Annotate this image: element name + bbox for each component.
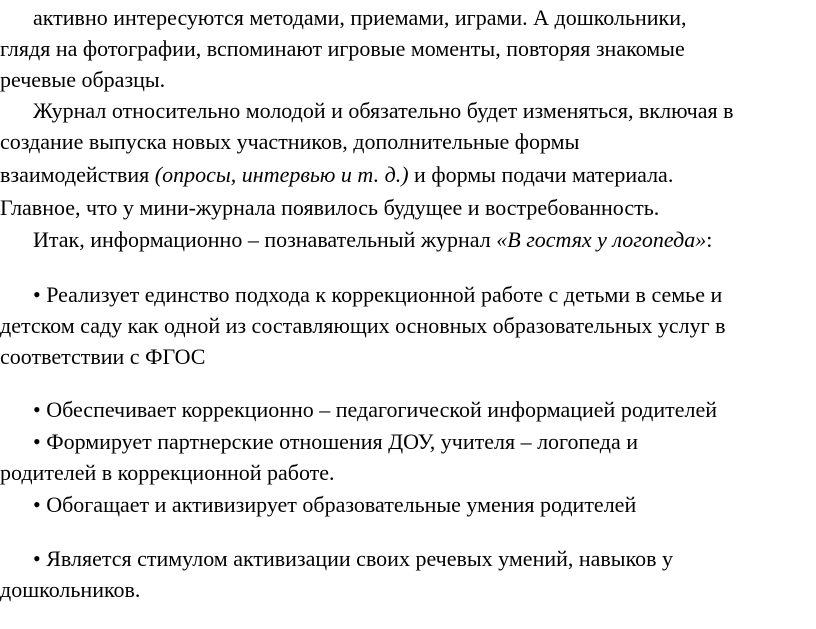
bullet-item: • Обеспечивает коррекционно – педагогической информацией родителей xyxy=(33,397,718,422)
bullet-continuation: дошкольников. xyxy=(0,577,141,602)
text-line: активно интересуются методами, приемами, играми. А дошкольники, xyxy=(33,5,687,30)
bullet-continuation: родителей в коррекционной работе. xyxy=(0,460,335,485)
text-segment: Итак, информационно – познавательный журнал xyxy=(33,227,497,252)
text-segment: : xyxy=(706,227,713,252)
bullet-continuation: детском саду как одной из составляющих основных образовательных услуг в xyxy=(0,313,726,338)
bullet-item: • Формирует партнерские отношения ДОУ, учителя – логопеда и xyxy=(33,429,638,454)
italic-note: (опросы, интервью и т. д.) xyxy=(154,162,409,187)
text-line: глядя на фотографии, вспоминают игровые моменты, повторяя знакомые xyxy=(0,36,685,61)
bullet-item: • Обогащает и активизирует образовательные умения родителей xyxy=(33,492,637,517)
journal-title: «В гостях у логопеда» xyxy=(496,227,707,252)
text-line: создание выпуска новых участников, дополнительные формы xyxy=(0,129,580,154)
text-line: Главное, что у мини-журнала появилось будущее и востребованность. xyxy=(0,195,660,220)
bullet-item: • Является стимулом активизации своих речевых умений, навыков у xyxy=(33,546,674,571)
bullet-item: • Реализует единство подхода к коррекционной работе с детьми в семье и xyxy=(33,282,723,307)
text-segment: взаимодействия xyxy=(0,162,155,187)
text-line-with-italic xyxy=(0,160,673,190)
text-line: Журнал относительно молодой и обязательно будет изменяться, включая в xyxy=(33,98,734,123)
text-segment: и формы подачи материала. xyxy=(408,162,674,187)
text-line: речевые образцы. xyxy=(0,67,166,92)
bullet-continuation: соответствии с ФГОС xyxy=(0,344,206,369)
text-line-with-italic xyxy=(33,225,712,255)
